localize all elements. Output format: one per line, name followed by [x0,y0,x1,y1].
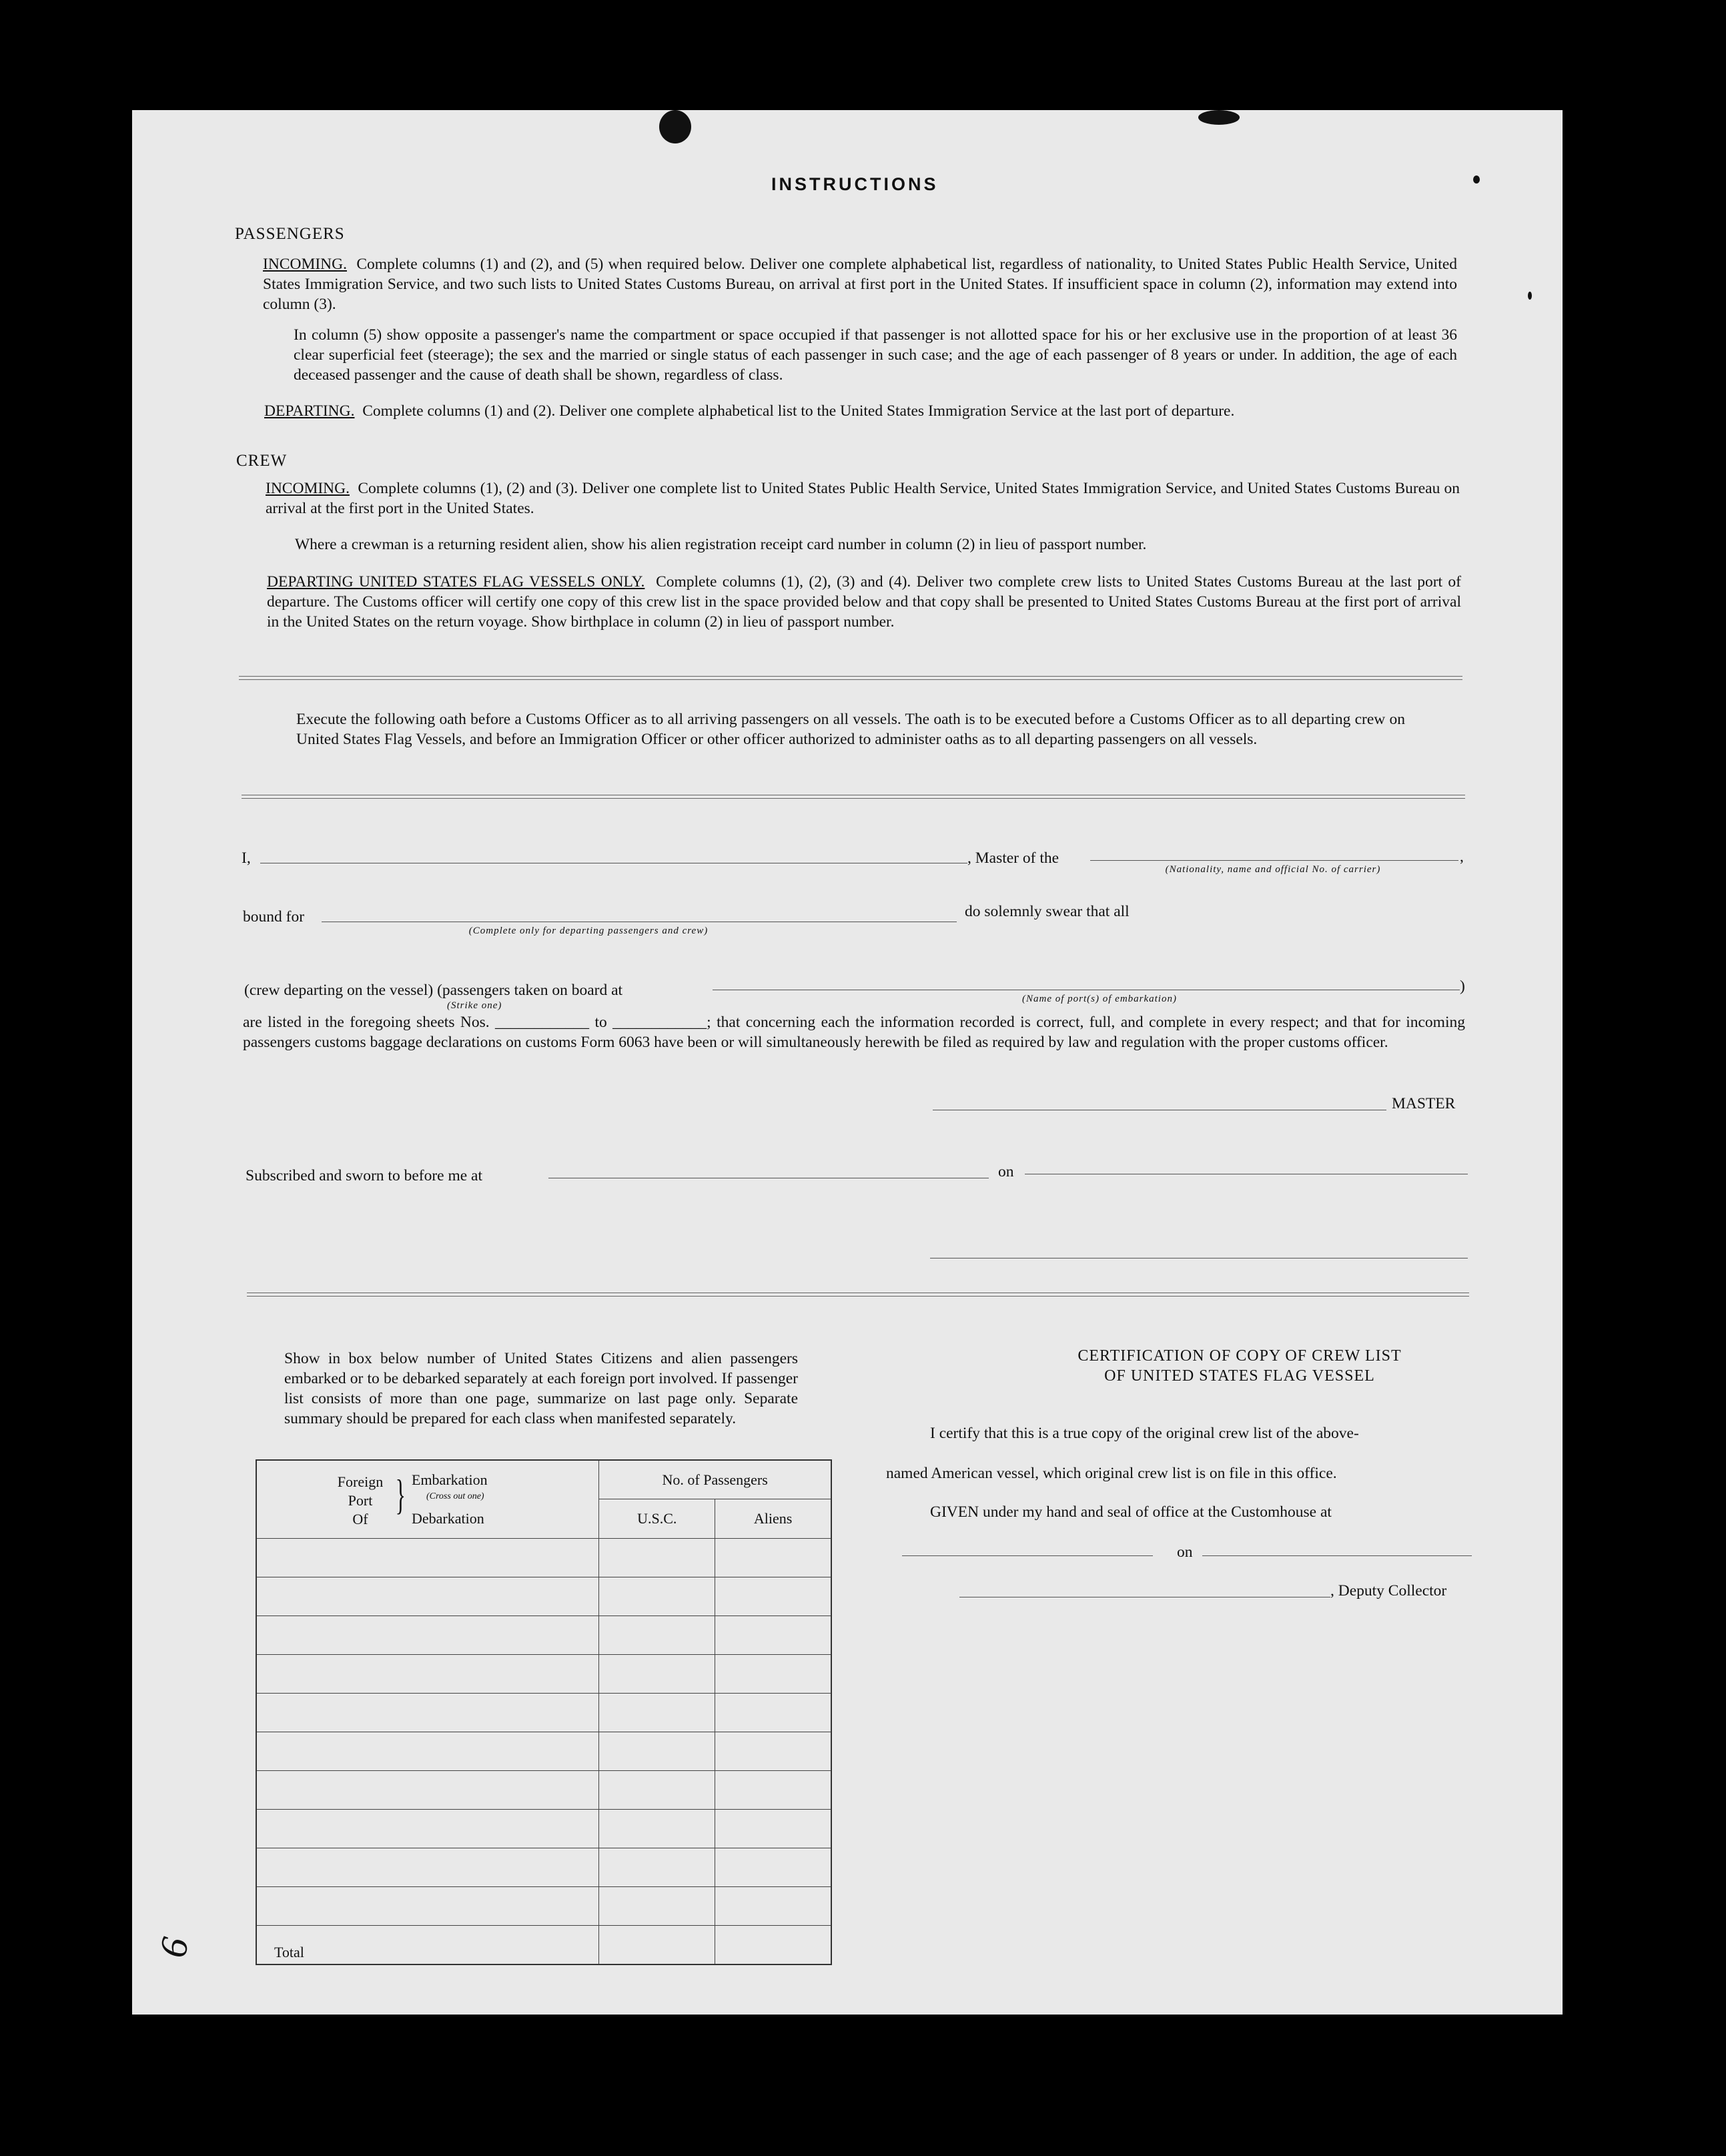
oath-swear-text: do solemnly swear that all [965,903,1130,920]
aliens-cell[interactable] [715,1616,831,1655]
usc-cell[interactable] [599,1694,715,1732]
divider [242,795,1465,799]
port-cell[interactable] [256,1887,599,1926]
oath-strike-caption: (Strike one) [447,1000,502,1011]
punch-mark-right [1198,110,1240,125]
deputy-collector-label: , Deputy Collector [1330,1582,1447,1599]
aliens-cell[interactable] [715,1771,831,1810]
brace-icon: } [395,1471,406,1519]
usc-cell[interactable] [599,1848,715,1887]
crew-departing-label: DEPARTING UNITED STATES FLAG VESSELS ONLY. [267,573,645,591]
crew-departing-text: Complete columns (1), (2), (3) and (4). Deliver two complete crew lists to United States Customs Bureau at the last port of departure. The Customs officer will certify one copy of this crew list in the space provided below and that copy shall be presented to United States Customs Bureau at the first port of arrival in the United States on the return voyage. Show birthplace in column (2) in lieu of passport number. [267,573,1462,631]
passengers-incoming-text: Complete columns (1) and (2), and (5) when required below. Deliver one complete alphabetical list, regardless of nationality, to United States Public Health Service, United States Immigration Service, and two such lists to United States Customs Bureau, on arrival at first port in the United States. If insufficient space in column (2), information may extend into column (3). [263,256,1457,313]
usc-cell[interactable] [599,1616,715,1655]
aliens-cell[interactable] [715,1887,831,1926]
aliens-cell[interactable] [715,1732,831,1771]
certification-heading [986,1346,1493,1386]
crew-incoming-text: Complete columns (1), (2) and (3). Deliver one complete list to United States Public Health Service, United States Immigration Service, and United States Customs Bureau on arrival at the first port in the United States. [266,480,1460,517]
certification-date-field[interactable] [1202,1555,1472,1556]
usc-cell[interactable] [599,1810,715,1848]
oath-intro-paragraph: Execute the following oath before a Customs Officer as to all arriving passengers on all vessels. The oath is to be executed before a Customs Officer as to all departing crew on United States Flag Vessels, and before an Immigration Officer or other officer authorized to administer oaths as to all departing passengers on all vessels. [296,711,1405,748]
port-cell[interactable] [256,1848,599,1887]
passengers-departing-text: Complete columns (1) and (2). Deliver one complete alphabetical list to the United States Immigration Service at the last port of departure. [362,402,1235,420]
usc-cell[interactable] [599,1577,715,1616]
port-cell[interactable] [256,1694,599,1732]
certification-text-line2: named American vessel, which original crew list is on file in this office. [886,1465,1337,1482]
speck-mark [1473,175,1480,184]
of-label: Of [352,1511,368,1528]
oath-master-of-label: , Master of the [967,849,1059,867]
aliens-header: Aliens [715,1499,831,1539]
form-page [132,110,1563,2015]
oath-close-paren: ) [1460,978,1465,995]
certification-customhouse-field[interactable] [902,1555,1153,1556]
usc-cell[interactable] [599,1771,715,1810]
passengers-departing-label: DEPARTING. [264,402,355,420]
port-label: Port [348,1492,373,1509]
port-header-cell [256,1460,599,1539]
crew-heading: CREW [236,452,288,470]
oath-carrier-field[interactable] [1090,860,1458,861]
subscribed-label: Subscribed and sworn to before me at [246,1167,483,1184]
oath-listed-paragraph: are listed in the foregoing sheets Nos. ____________ to ____________; that concerning each the information recorded is correct, full, and complete in every respect; and that for incoming passengers customs baggage declarations on customs Form 6063 have been or will simultaneously herewith be filed as required by law and regulation with the proper customs officer. [243,1014,1465,1051]
foreign-label: Foreign [337,1473,384,1491]
usc-cell[interactable] [599,1539,715,1577]
total-label: Total [274,1944,304,1960]
port-cell[interactable] [256,1577,599,1616]
port-cell[interactable] [256,1732,599,1771]
crew-resident-paragraph: Where a crewman is a returning resident alien, show his alien registration receipt card number in column (2) in lieu of passport number. [295,536,1147,553]
passengers-heading: PASSENGERS [235,225,345,243]
usc-cell[interactable] [599,1732,715,1771]
port-cell[interactable] [256,1771,599,1810]
passengers-incoming-label: INCOMING. [263,256,347,273]
summary-instructions: Show in box below number of United States Citizens and alien passengers embarked or to be debarked separately at each foreign port involved. If passenger list consists of more than one page, summarize on last page only. Separate summary should be prepared for each class when manifested separately. [284,1350,798,1427]
crew-incoming-paragraph [266,478,1460,518]
page-title: INSTRUCTIONS [771,174,939,194]
oath-i-label: I, [242,849,251,867]
debarkation-label: Debarkation [412,1510,484,1527]
aliens-cell[interactable] [715,1694,831,1732]
oath-port-caption: (Name of port(s) of embarkation) [1022,994,1177,1004]
divider [247,1293,1469,1297]
port-cell[interactable] [256,1655,599,1694]
crew-incoming-label: INCOMING. [266,480,350,497]
usc-header: U.S.C. [599,1499,715,1539]
subscribed-on-label: on [998,1163,1014,1180]
oath-comma: , [1460,848,1464,865]
punch-mark-left [659,110,691,143]
divider [239,676,1462,680]
master-label: MASTER [1392,1095,1456,1112]
certification-given-text: GIVEN under my hand and seal of office at the Customhouse at [930,1503,1332,1521]
passenger-summary-table [256,1459,832,1965]
usc-total-cell[interactable] [599,1926,715,1964]
certification-text-line1: I certify that this is a true copy of the original crew list of the above- [930,1425,1359,1442]
speck-mark [1528,292,1532,300]
aliens-cell[interactable] [715,1577,831,1616]
port-cell[interactable] [256,1539,599,1577]
oath-carrier-caption: (Nationality, name and official No. of carrier) [1165,864,1381,875]
port-cell[interactable] [256,1616,599,1655]
oath-bound-for-label: bound for [243,908,305,926]
certification-heading-line2: OF UNITED STATES FLAG VESSEL [1104,1367,1375,1385]
aliens-cell[interactable] [715,1655,831,1694]
total-row-label-cell [256,1926,599,1964]
aliens-total-cell[interactable] [715,1926,831,1964]
passengers-incoming-paragraph [263,254,1457,314]
officer-signature-field[interactable] [930,1258,1468,1259]
aliens-cell[interactable] [715,1848,831,1887]
cross-out-caption: (Cross out one) [426,1491,484,1502]
no-passengers-header: No. of Passengers [599,1460,831,1499]
oath-crew-departing-text: (crew departing on the vessel) (passengers taken on board at [244,982,623,999]
aliens-cell[interactable] [715,1539,831,1577]
passengers-departing-paragraph [264,401,1458,421]
certification-on-label: on [1177,1543,1193,1561]
port-cell[interactable] [256,1810,599,1848]
oath-bound-caption: (Complete only for departing passengers and crew) [468,926,709,936]
handwritten-note: 6 [150,1934,197,1961]
usc-cell[interactable] [599,1887,715,1926]
aliens-cell[interactable] [715,1810,831,1848]
certification-heading-line1: CERTIFICATION OF COPY OF CREW LIST [1077,1347,1402,1365]
usc-cell[interactable] [599,1655,715,1694]
passengers-column5-paragraph: In column (5) show opposite a passenger's name the compartment or space occupied if that passenger is not allotted space for his or her exclusive use in the proportion of at least 36 clear superficial feet (steerage); the sex and the married or single status of each passenger in such case; and the age of each passenger of 8 years or under. In addition, the age of each deceased passenger and the cause of death shall be shown, regardless of class. [294,326,1457,384]
crew-departing-paragraph [267,572,1461,632]
embarkation-label: Embarkation [412,1471,488,1489]
